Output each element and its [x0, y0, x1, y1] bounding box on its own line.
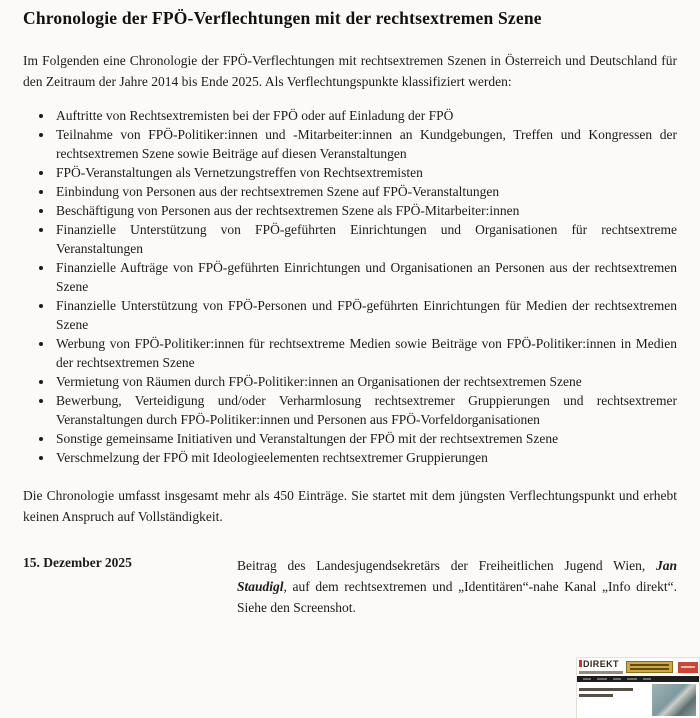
- intro-paragraph: Im Folgenden eine Chronologie der FPÖ-Verflechtungen mit rechtsextremen Szenen in Österreich und Deutschland für den Zeitraum der Jahre 2014 bis Ende 2025. Als Verflechtungspunkte klassifiziert werden:: [23, 53, 677, 89]
- list-item: • Vermietung von Räumen durch FPÖ-Politiker:innen an Organisationen der rechtsextremen Szene: [54, 372, 677, 391]
- headline-text-bar: [579, 688, 633, 691]
- embedded-screenshot: [577, 658, 699, 718]
- list-item: • Auftritte von Rechtsextremisten bei der FPÖ oder auf Einladung der FPÖ: [54, 106, 677, 125]
- headline-text-bar: [579, 694, 613, 697]
- page-title: Chronologie der FPÖ-Verflechtungen mit der rechtsextremen Szene: [23, 8, 542, 28]
- criteria-list: [23, 106, 677, 467]
- yellow-banner-ad: [626, 661, 673, 673]
- screenshot-article-area: [577, 682, 699, 718]
- list-item: • Werbung von FPÖ-Politiker:innen für rechtsextreme Medien sowie Beiträge von FPÖ-Politiker:innen in Medien der rechtsextremen Szene: [54, 334, 677, 372]
- ad-text-bar: [630, 668, 669, 670]
- list-item: • Einbindung von Personen aus der rechtsextremen Szene auf FPÖ-Veranstaltungen: [54, 182, 677, 201]
- ad-text-bar: [681, 666, 695, 668]
- screenshot-site-header: [577, 658, 699, 676]
- red-banner-ad: [678, 662, 698, 673]
- summary-paragraph: Die Chronologie umfasst insgesamt mehr als 450 Einträge. Sie startet mit dem jüngsten Verflechtungspunkt und erhebt keinen Anspruch auf Vollständigkeit.: [23, 488, 677, 524]
- list-item: • Beschäftigung von Personen aus der rechtsextremen Szene als FPÖ-Mitarbeiter:innen: [54, 201, 677, 220]
- logo-text: DIREKT: [583, 659, 619, 669]
- entry-description: [237, 555, 677, 618]
- entry-text-before: Beitrag des Landesjugendsekretärs der Freiheitlichen Jugend Wien,: [237, 558, 656, 573]
- list-item: • Sonstige gemeinsame Initiativen und Veranstaltungen der FPÖ mit der rechtsextremen Szene: [54, 429, 677, 448]
- list-item: • Verschmelzung der FPÖ mit Ideologieelementen rechtsextremer Gruppierungen: [54, 448, 677, 467]
- logo-tagline-bar: [579, 671, 623, 674]
- ad-text-bar: [630, 664, 669, 666]
- list-item: • Finanzielle Unterstützung von FPÖ-geführten Einrichtungen und Organisationen für rechtsextreme Veranstaltungen: [54, 220, 677, 258]
- info-direkt-logo: [579, 660, 619, 669]
- logo-accent-icon: [579, 660, 582, 667]
- chronology-entry: [23, 555, 677, 618]
- entry-date: 15. Dezember 2025: [23, 555, 132, 570]
- list-item: • Bewerbung, Verteidigung und/oder Verharmlosung rechtsextremer Gruppierungen und rechtsextremer Veranstaltungen durch FPÖ-Politiker:innen und Personen aus FPÖ-Vorfeldorganisationen: [54, 391, 677, 429]
- entry-person-name: Jan Staudigl: [237, 558, 677, 594]
- article-photo: [652, 684, 696, 716]
- list-item: • Finanzielle Aufträge von FPÖ-geführten Einrichtungen und Organisationen an Personen aus der rechtsextremen Szene: [54, 258, 677, 296]
- list-item: • Finanzielle Unterstützung von FPÖ-Personen und FPÖ-geführten Einrichtungen für Medien der rechtsextremen Szene: [54, 296, 677, 334]
- list-item: • FPÖ-Veranstaltungen als Vernetzungstreffen von Rechtsextremisten: [54, 163, 677, 182]
- list-item: • Teilnahme von FPÖ-Politiker:innen und -Mitarbeiter:innen an Kundgebungen, Treffen und Kongressen der rechtsextremen Szene sowie Beiträge auf diesen Veranstaltungen: [54, 125, 677, 163]
- entry-text-after: , auf dem rechtsextremen und „Identitären“-nahe Kanal „Info direkt“. Siehe den Screenshot.: [237, 579, 677, 615]
